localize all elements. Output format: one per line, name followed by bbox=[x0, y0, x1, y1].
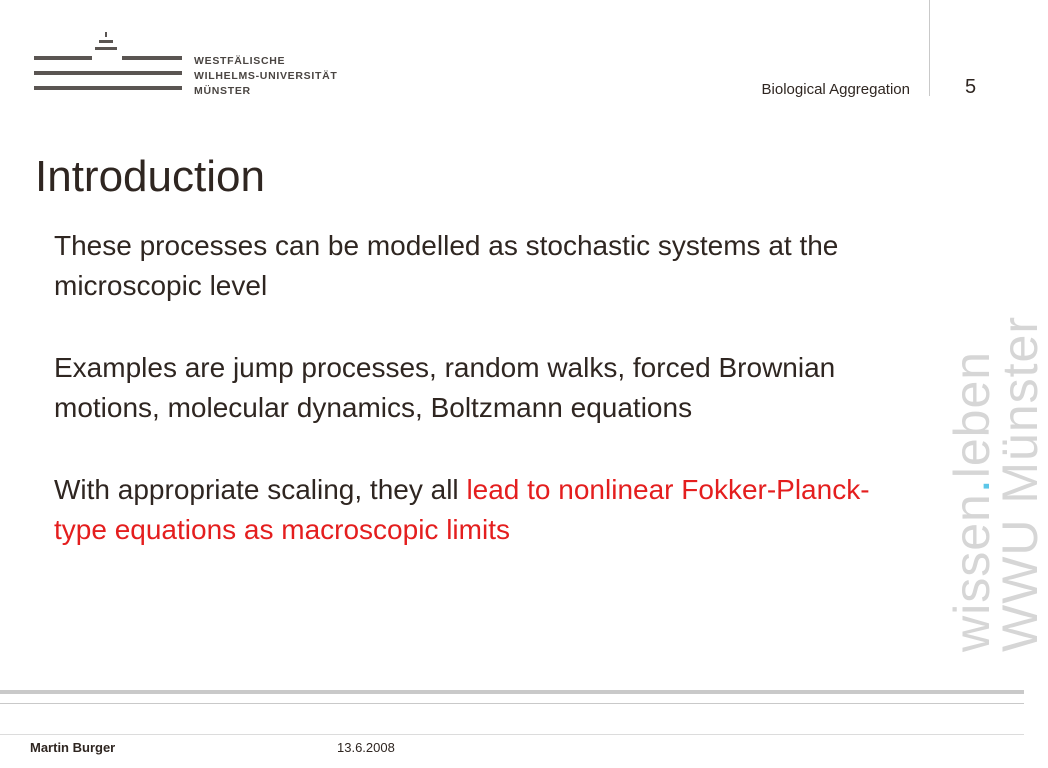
footer-author: Martin Burger bbox=[30, 740, 116, 755]
watermark-part1: wissen bbox=[944, 493, 1000, 652]
watermark-line1 bbox=[944, 316, 1000, 652]
footer-rule-bottom bbox=[0, 734, 1024, 735]
wissen-leben-watermark bbox=[944, 316, 1048, 652]
footer-rule-thin bbox=[0, 703, 1024, 704]
university-name-line1: WESTFÄLISCHE bbox=[194, 55, 286, 67]
university-name-line2: WILHELMS-UNIVERSITÄT bbox=[194, 70, 338, 82]
header-divider bbox=[929, 0, 930, 96]
university-name-line3: MÜNSTER bbox=[194, 85, 251, 97]
paragraph-3-highlight: lead to nonlinear Fokker-Planck- type equations as macroscopic limits bbox=[54, 474, 870, 545]
watermark-part2: leben bbox=[944, 350, 1000, 479]
logo-emblem-top bbox=[99, 40, 113, 43]
footer-date: 13.6.2008 bbox=[337, 740, 395, 755]
presentation-title: Biological Aggregation bbox=[761, 81, 910, 98]
logo-emblem-mid bbox=[95, 47, 117, 50]
university-name bbox=[194, 54, 338, 99]
logo-bar-right bbox=[122, 56, 182, 60]
watermark-dot: . bbox=[944, 478, 1000, 494]
paragraph-1: These processes can be modelled as stochastic systems at the microscopic level bbox=[54, 230, 839, 301]
page-title: Introduction bbox=[35, 152, 265, 201]
logo-bar-2 bbox=[34, 71, 182, 75]
logo-bar-3 bbox=[34, 86, 182, 90]
footer-rule-thick bbox=[0, 690, 1024, 694]
slide-content bbox=[54, 226, 894, 592]
slide-number: 5 bbox=[965, 76, 977, 98]
watermark-line2: WWU Münster bbox=[992, 316, 1048, 652]
paragraph-2: Examples are jump processes, random walks, forced Brownian motions, molecular dynamics, Boltzmann equations bbox=[54, 352, 836, 423]
paragraph-3-text: With appropriate scaling, they all bbox=[54, 474, 467, 505]
logo-emblem-tick bbox=[105, 32, 107, 37]
paragraph-3 bbox=[54, 470, 894, 550]
university-logo bbox=[34, 30, 338, 100]
logo-bar-left bbox=[34, 56, 92, 60]
